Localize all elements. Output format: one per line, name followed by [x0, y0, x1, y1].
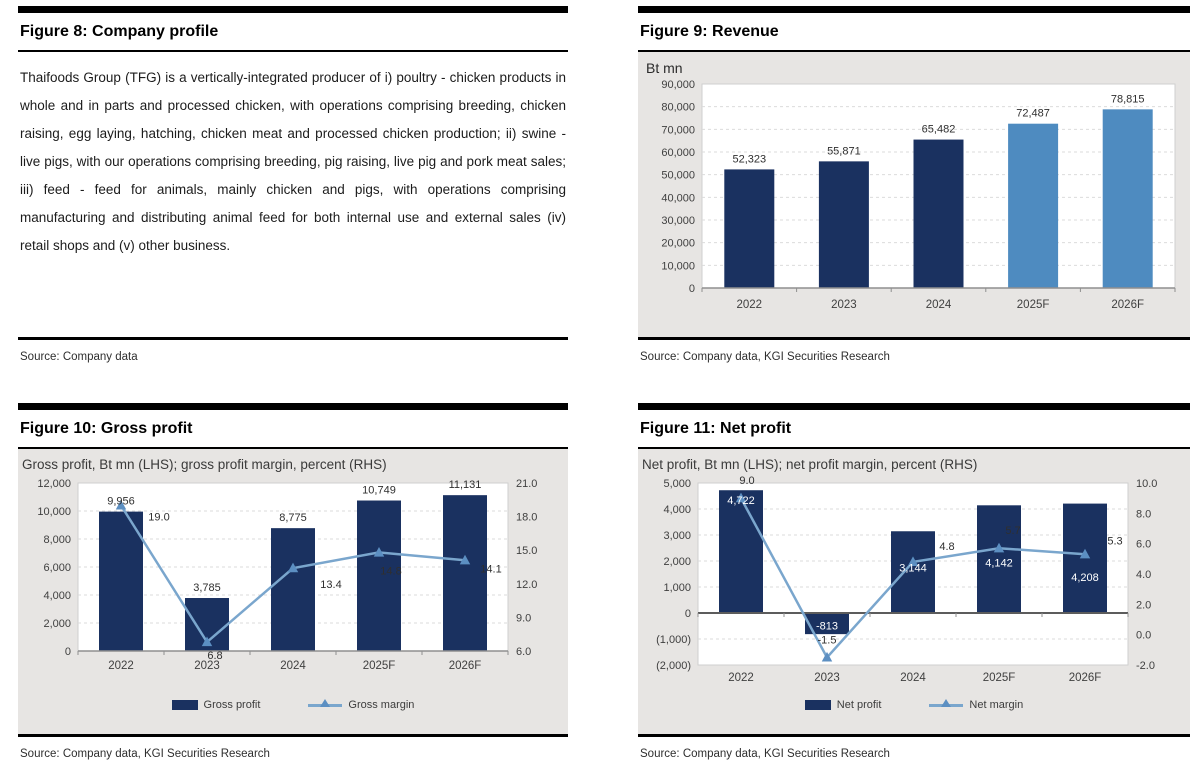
figure-title: Figure 8: Company profile	[20, 23, 219, 40]
svg-text:8,775: 8,775	[279, 512, 307, 525]
figure-title: Figure 10: Gross profit	[20, 420, 193, 437]
svg-text:72,487: 72,487	[1016, 107, 1050, 120]
figure-top-rule	[638, 403, 1190, 410]
svg-text:3,785: 3,785	[193, 582, 221, 595]
svg-text:-813: -813	[815, 620, 839, 633]
svg-text:4,722: 4,722	[727, 494, 755, 507]
svg-text:14.1: 14.1	[480, 563, 502, 576]
svg-text:5,000: 5,000	[663, 478, 691, 490]
svg-text:2026F: 2026F	[1068, 672, 1102, 684]
svg-text:3,144: 3,144	[899, 562, 927, 575]
svg-text:0: 0	[64, 646, 71, 658]
svg-text:21.0: 21.0	[516, 478, 538, 490]
figure-8-company-profile	[18, 6, 568, 363]
svg-text:2025F: 2025F	[982, 672, 1016, 684]
legend-label: Gross profit	[203, 699, 261, 711]
svg-text:-2.0: -2.0	[1136, 660, 1155, 672]
svg-text:9,956: 9,956	[107, 495, 135, 508]
svg-text:11,131: 11,131	[448, 479, 482, 492]
svg-text:90,000: 90,000	[661, 79, 695, 91]
svg-text:2024: 2024	[900, 672, 926, 684]
source-note: Source: Company data	[20, 351, 138, 363]
figure-title: Figure 11: Net profit	[640, 420, 792, 437]
svg-text:5.3: 5.3	[1107, 535, 1123, 548]
figure-title: Figure 9: Revenue	[640, 23, 779, 40]
legend-label: Gross margin	[348, 699, 415, 711]
line-marker-swatch-icon	[929, 704, 963, 707]
svg-text:6.8: 6.8	[207, 650, 223, 663]
svg-text:50,000: 50,000	[661, 169, 695, 182]
chart-panel	[18, 449, 568, 734]
svg-text:9.0: 9.0	[516, 612, 532, 625]
figure-11-net-profit	[638, 403, 1190, 760]
source-note: Source: Company data, KGI Securities Research	[20, 748, 270, 760]
bar-swatch-icon	[805, 700, 831, 710]
chart-subtitle: Net profit, Bt mn (LHS); net profit margin, percent (RHS)	[642, 457, 978, 472]
svg-text:10,749: 10,749	[362, 484, 396, 497]
figure-grid	[18, 6, 1190, 760]
svg-text:14.8: 14.8	[380, 565, 402, 578]
source-note: Source: Company data, KGI Securities Research	[640, 351, 890, 363]
svg-text:2025F: 2025F	[362, 660, 396, 672]
figure-10-gross-profit	[18, 403, 568, 760]
gross-profit-combo-chart	[18, 473, 570, 691]
svg-text:12.0: 12.0	[516, 578, 538, 591]
svg-text:6,000: 6,000	[43, 562, 71, 574]
svg-text:2023: 2023	[814, 672, 840, 684]
svg-text:8.0: 8.0	[1136, 508, 1152, 521]
svg-text:2022: 2022	[728, 672, 754, 684]
svg-text:80,000: 80,000	[661, 101, 695, 114]
svg-text:4.0: 4.0	[1136, 569, 1152, 581]
triangle-marker-icon	[320, 699, 330, 707]
chart-subtitle: Gross profit, Bt mn (LHS); gross profit margin, percent (RHS)	[22, 457, 387, 472]
svg-text:10.0: 10.0	[1136, 478, 1158, 490]
svg-text:4,000: 4,000	[43, 590, 71, 602]
svg-text:30,000: 30,000	[661, 215, 695, 227]
svg-text:0: 0	[684, 608, 691, 620]
svg-text:10,000: 10,000	[661, 260, 695, 273]
svg-text:1,000: 1,000	[663, 582, 691, 594]
source-note: Source: Company data, KGI Securities Research	[640, 748, 890, 760]
svg-text:15.0: 15.0	[516, 545, 538, 558]
legend-label: Net profit	[836, 699, 882, 711]
svg-text:4.8: 4.8	[939, 540, 955, 553]
figure-top-rule	[18, 6, 568, 13]
y-axis-unit-label: Bt mn	[646, 60, 683, 76]
legend-item-bar	[172, 699, 261, 711]
svg-text:2022: 2022	[108, 660, 134, 672]
chart-legend	[18, 691, 568, 711]
bar-swatch-icon	[172, 700, 198, 710]
svg-text:4,142: 4,142	[985, 557, 1013, 570]
legend-item-line	[308, 699, 414, 711]
svg-text:2023: 2023	[831, 299, 857, 311]
chart-panel	[638, 52, 1190, 337]
legend-item-line	[929, 699, 1023, 711]
svg-text:0: 0	[688, 283, 695, 295]
svg-text:2024: 2024	[280, 660, 306, 672]
svg-text:2022: 2022	[736, 299, 763, 311]
svg-text:65,482: 65,482	[921, 123, 956, 136]
net-profit-combo-chart	[638, 473, 1190, 691]
svg-text:2.0: 2.0	[1136, 599, 1152, 612]
svg-text:2024: 2024	[925, 299, 952, 311]
svg-text:2026F: 2026F	[448, 660, 482, 672]
svg-text:3,000: 3,000	[663, 530, 691, 542]
legend-label: Net margin	[969, 699, 1024, 711]
svg-text:6.0: 6.0	[516, 646, 532, 658]
svg-text:2,000: 2,000	[663, 556, 691, 568]
svg-text:2,000: 2,000	[43, 618, 71, 630]
svg-text:13.4: 13.4	[320, 579, 342, 592]
figure-top-rule	[638, 6, 1190, 13]
svg-text:8,000: 8,000	[43, 534, 71, 546]
svg-text:6.0: 6.0	[1136, 538, 1152, 551]
svg-text:9.0: 9.0	[739, 475, 755, 488]
line-marker-swatch-icon	[308, 704, 342, 707]
svg-text:-1.5: -1.5	[817, 634, 837, 647]
triangle-marker-icon	[941, 699, 951, 707]
figure-9-revenue	[638, 6, 1190, 363]
svg-text:60,000: 60,000	[661, 147, 695, 159]
svg-text:52,323: 52,323	[732, 153, 767, 166]
svg-text:40,000: 40,000	[661, 192, 695, 205]
chart-legend	[638, 691, 1190, 711]
svg-text:0.0: 0.0	[1136, 629, 1152, 642]
svg-text:12,000: 12,000	[37, 478, 71, 490]
svg-text:55,871: 55,871	[827, 145, 861, 158]
svg-text:70,000: 70,000	[661, 124, 695, 137]
svg-text:2026F: 2026F	[1111, 299, 1145, 311]
svg-text:4,000: 4,000	[663, 504, 691, 516]
svg-text:2023: 2023	[194, 660, 220, 672]
svg-text:10,000: 10,000	[37, 506, 71, 518]
revenue-bar-chart	[638, 76, 1190, 329]
svg-text:5.7: 5.7	[1005, 525, 1021, 538]
svg-text:78,815: 78,815	[1110, 93, 1145, 106]
svg-text:4,208: 4,208	[1071, 572, 1099, 585]
figure-top-rule	[18, 403, 568, 410]
svg-text:(2,000): (2,000)	[656, 660, 691, 672]
svg-text:18.0: 18.0	[516, 511, 538, 524]
svg-text:20,000: 20,000	[661, 237, 695, 250]
chart-panel	[638, 449, 1190, 734]
svg-text:19.0: 19.0	[148, 511, 170, 524]
company-profile-text: Thaifoods Group (TFG) is a vertically-integrated producer of i) poultry - chicken products in whole and in parts and processed chicken, with operations comprising breeding, chicken raising, egg laying, hatching, chicken meat and processed chicken production; ii) swine - live pigs, with our operations comprising breeding, pig raising, live pig and pork meat sales; iii) feed - feed for animals, mainly chicken and pigs, with operations comprising manufacturing and distributing animal feed for both internal use and external sales (iv) retail shops and (v) other business.	[20, 70, 566, 253]
legend-item-bar	[805, 699, 882, 711]
svg-text:2025F: 2025F	[1016, 299, 1050, 311]
svg-text:(1,000): (1,000)	[656, 634, 691, 646]
